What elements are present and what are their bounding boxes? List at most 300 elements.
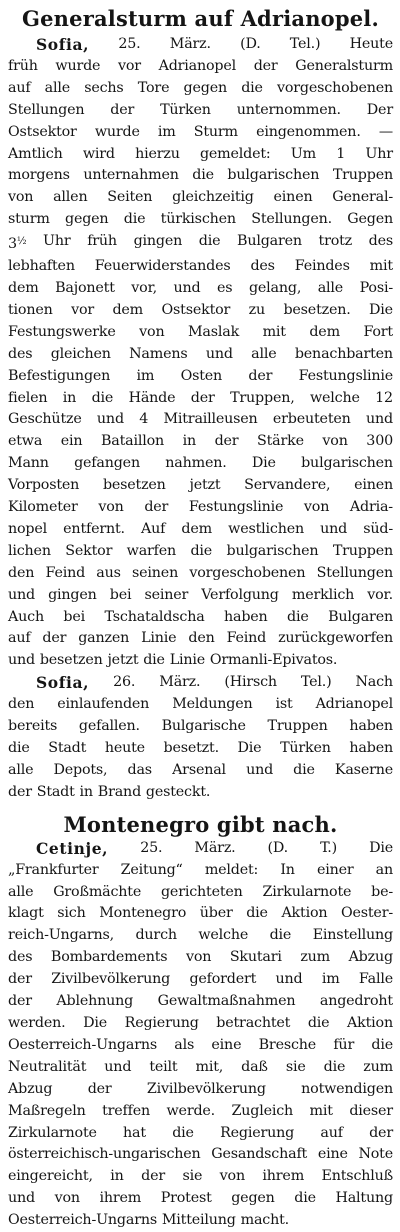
word: Stellungen <box>316 564 393 581</box>
text-line <box>8 144 393 166</box>
word: bulgarischen <box>226 542 319 559</box>
word: unternahmen <box>83 167 179 184</box>
word: die <box>323 1058 346 1075</box>
word: eingenommen. <box>256 123 361 140</box>
word: März. <box>159 674 201 691</box>
word: vor, <box>131 279 157 296</box>
text-line <box>8 1013 393 1035</box>
word: nahmen. <box>165 455 227 472</box>
word: Zivilbevölkerung <box>51 971 171 988</box>
word: im <box>321 971 340 988</box>
word: Truppen <box>332 167 393 184</box>
word: den <box>8 564 35 581</box>
text-line <box>8 738 393 760</box>
word: Uhr <box>365 145 393 162</box>
word: der <box>8 783 32 800</box>
word: aus <box>96 564 121 581</box>
word: gerichteten <box>160 883 243 900</box>
word: Feind <box>226 630 267 647</box>
text-line <box>8 1188 393 1210</box>
text-line <box>8 925 393 947</box>
word: der <box>141 1168 165 1185</box>
word: sie <box>182 1168 203 1185</box>
text-line <box>8 34 393 56</box>
paragraph-sofia-25 <box>8 34 393 672</box>
text-line <box>8 388 393 410</box>
word: sie <box>285 1058 306 1075</box>
word: hat <box>123 1124 146 1141</box>
word: eine <box>317 1146 348 1163</box>
word: Bataillon <box>100 433 165 450</box>
word: haben <box>224 608 268 625</box>
word: allen <box>53 189 88 206</box>
word: vorgeschobenen <box>277 79 393 96</box>
word: und <box>173 279 201 296</box>
word: alle <box>317 279 344 296</box>
word: an <box>375 861 393 878</box>
word: (D. <box>240 36 261 52</box>
word: Note <box>358 1146 393 1163</box>
word: türkischen <box>160 211 236 228</box>
word: des <box>250 258 275 275</box>
word: Einstellung <box>312 927 393 944</box>
word: (Hirsch <box>224 674 277 691</box>
word: betrachtet <box>216 1014 291 1031</box>
text-line <box>8 1144 393 1166</box>
word: einer <box>316 861 354 878</box>
word: zum <box>363 1058 393 1075</box>
word: Osten <box>180 367 223 384</box>
text-line <box>8 860 393 882</box>
word: Falle <box>358 971 393 988</box>
text-line <box>8 519 393 541</box>
word: westlichen <box>228 520 304 537</box>
word: Maslak <box>187 323 240 340</box>
word: Sektor <box>65 542 113 559</box>
word: österreichisch-ungarischen <box>8 1146 201 1163</box>
text-line <box>8 187 393 209</box>
word: auf <box>320 1124 343 1141</box>
word: Bresche <box>258 1036 317 1053</box>
word: gemeldet: <box>199 145 271 162</box>
word: in <box>62 389 77 406</box>
word: teilt <box>149 1058 178 1075</box>
word: zurückgeworfen <box>278 630 393 647</box>
word: und <box>8 586 35 603</box>
text-line <box>8 1123 393 1145</box>
word: Abzug <box>348 949 393 966</box>
word: 26. <box>113 674 136 691</box>
word: März. <box>169 36 211 52</box>
word: Uhr <box>43 233 71 250</box>
word: Tore <box>137 79 170 96</box>
word: der <box>190 389 215 406</box>
word: März. <box>194 839 236 856</box>
word: in <box>182 433 196 450</box>
word: des <box>8 949 33 966</box>
word: die <box>246 905 268 922</box>
word: der <box>369 1124 393 1141</box>
word: (D. <box>267 839 289 856</box>
word: Sofia, <box>36 673 90 693</box>
word: angedroht <box>319 993 393 1010</box>
word: Skutari <box>229 949 282 966</box>
word: Ostsektor <box>8 123 77 140</box>
word: Oesterreich-Ungarns <box>8 1212 157 1229</box>
word: Montenegro <box>99 905 187 922</box>
word: den <box>188 630 215 647</box>
word: Zivilbevölkerung <box>146 1080 266 1097</box>
word: reich-Ungarns, <box>8 927 114 944</box>
text-line <box>8 628 393 650</box>
word: mit, <box>195 1058 224 1075</box>
word: im <box>157 123 176 140</box>
word: Nach <box>355 674 393 691</box>
text-line <box>8 409 393 431</box>
word: für <box>333 1036 355 1053</box>
word: vor <box>118 57 141 74</box>
text-line <box>8 278 393 300</box>
word: die <box>241 79 263 96</box>
word: dieser <box>349 1102 393 1119</box>
word: Truppen <box>332 542 393 559</box>
word: Truppen, <box>230 389 295 406</box>
article-adrianopel <box>8 4 393 804</box>
word: seinen <box>132 564 179 581</box>
word: Brand <box>97 783 142 800</box>
text-line <box>8 366 393 388</box>
word: treffen <box>102 1102 151 1119</box>
word: der <box>144 499 169 516</box>
word: vor <box>71 301 94 318</box>
word: Adrianopel <box>158 57 237 74</box>
word: wurde <box>94 123 140 140</box>
word: Festungswerke <box>8 323 116 340</box>
word: besetzen <box>102 477 166 494</box>
word: die <box>294 1190 316 1207</box>
word: und <box>246 761 274 778</box>
word: benachbarten <box>294 345 393 362</box>
text-line <box>8 947 393 969</box>
word: Amtlich <box>8 145 63 162</box>
word: von <box>219 1168 245 1185</box>
word: 300 <box>366 433 393 450</box>
word: Truppen <box>267 718 328 735</box>
word: Auf <box>141 520 166 537</box>
word: daß <box>241 1058 268 1075</box>
headline: Generalsturm auf Adrianopel. <box>21 6 379 31</box>
word: haben <box>349 718 393 735</box>
text-line <box>8 903 393 925</box>
word: Entschluß <box>321 1168 393 1185</box>
word: Der <box>366 101 393 118</box>
word: ist <box>275 696 293 713</box>
text-line <box>8 344 393 366</box>
word: mit <box>262 323 286 340</box>
word: eingereicht, <box>8 1168 93 1185</box>
word: Gewaltmaßnahmen <box>157 993 296 1010</box>
text-line <box>8 497 393 519</box>
word: der <box>110 101 135 118</box>
text-line <box>8 969 393 991</box>
word: der <box>253 57 278 74</box>
word: erbeuteten <box>272 411 351 428</box>
word: süd- <box>363 520 393 537</box>
word: alle <box>8 761 34 778</box>
text-line <box>8 991 393 1013</box>
text-line <box>8 782 393 804</box>
word: Um <box>290 145 317 162</box>
word: Gegen <box>347 211 393 228</box>
word: der <box>8 971 32 988</box>
word: Tschataldscha <box>104 608 205 625</box>
text-line <box>8 650 393 672</box>
word: mit <box>369 258 393 275</box>
word: gingen <box>133 233 183 250</box>
word: Stärke <box>257 433 304 450</box>
word: vor. <box>367 586 393 603</box>
word: auf <box>8 79 31 96</box>
word: nopel <box>8 520 48 537</box>
word: 4 <box>139 411 149 428</box>
word: dem <box>181 520 212 537</box>
word: klagt <box>8 905 44 922</box>
word: dem <box>8 279 39 296</box>
word: Feind <box>45 564 86 581</box>
word: hierzu <box>135 145 180 162</box>
word: Regierung <box>220 1124 295 1141</box>
word: Maßregeln <box>8 1102 86 1119</box>
text-line <box>8 882 393 904</box>
word: gegen <box>65 211 109 228</box>
word: 1 <box>336 145 346 162</box>
word: des <box>368 233 393 250</box>
word: Meldungen <box>172 696 253 713</box>
word: Bulgaren <box>237 233 302 250</box>
word: früh <box>8 57 38 74</box>
word: und <box>365 411 393 428</box>
text-line <box>8 453 393 475</box>
text-line <box>8 256 393 278</box>
word: gegen <box>183 79 227 96</box>
word: die <box>190 542 213 559</box>
word: tionen <box>8 301 53 318</box>
word: die <box>91 389 114 406</box>
word: Auch <box>8 608 44 625</box>
word: ihrem <box>99 1190 142 1207</box>
word: notwendigen <box>301 1080 393 1097</box>
word: 12 <box>375 389 393 406</box>
word: Depots, <box>53 761 108 778</box>
text-line <box>8 760 393 782</box>
word: Bajonett <box>55 279 115 296</box>
word: Oesterreich-Ungarns <box>8 1036 157 1053</box>
word: Linie <box>141 630 177 647</box>
word: Posi- <box>359 279 393 296</box>
word: Befestigungen <box>8 367 111 384</box>
word: den <box>8 696 35 713</box>
word: von <box>303 499 330 516</box>
word: Sofia, <box>36 35 90 54</box>
word: Die <box>369 301 393 318</box>
word: Heute <box>349 36 393 52</box>
word: morgens <box>8 167 70 184</box>
text-line <box>8 231 393 256</box>
word: des <box>8 345 33 362</box>
word: — <box>378 123 393 140</box>
text-line <box>8 1210 393 1232</box>
word: $3^{\frac{1}{2}}$ <box>8 236 27 253</box>
word: Aktion <box>347 1014 393 1031</box>
word: die <box>269 927 292 944</box>
word: gingen <box>48 586 97 603</box>
word: bulgarischen <box>227 167 320 184</box>
text-line <box>8 1101 393 1123</box>
text-line <box>8 165 393 187</box>
word: Festungslinie <box>188 499 284 516</box>
word: mit <box>309 1102 333 1119</box>
word: Stadt <box>36 783 75 800</box>
word: Mann <box>8 455 49 472</box>
word: und <box>96 411 124 428</box>
text-line <box>8 1057 393 1079</box>
word: der <box>8 993 32 1010</box>
word: welche <box>198 927 249 944</box>
word: bei <box>63 608 86 625</box>
word: Sturm <box>193 123 238 140</box>
word: alle <box>251 345 277 362</box>
word: zum <box>300 949 331 966</box>
word: Fort <box>363 323 393 340</box>
word: einen <box>273 189 313 206</box>
word: sturm <box>8 211 50 228</box>
word: warfen <box>126 542 177 559</box>
word: wurde <box>55 57 101 74</box>
word: Zeitung“ <box>120 861 183 878</box>
text-line <box>8 122 393 144</box>
word: Gesandschaft <box>211 1146 308 1163</box>
word: „Frankfurter <box>8 861 99 878</box>
word: Protest <box>160 1190 212 1207</box>
word: von <box>185 949 212 966</box>
word: gelang, <box>248 279 302 296</box>
word: in <box>79 783 93 800</box>
word: Stadt <box>48 740 87 756</box>
word: Verfolgung <box>201 586 279 603</box>
word: wird <box>82 145 115 162</box>
newspaper-page <box>0 4 400 1229</box>
word: Adrianopel <box>315 696 393 713</box>
word: ein <box>60 433 83 450</box>
word: Bombardements <box>50 949 168 966</box>
word: gesteckt. <box>145 783 211 800</box>
word: die <box>123 211 146 228</box>
word: Die <box>83 1014 108 1031</box>
word: gleichzeitig <box>172 189 254 206</box>
word: Cetinje, <box>36 838 109 858</box>
word: sechs <box>84 79 124 96</box>
word: und <box>104 1058 132 1075</box>
paragraph-cetinje-25 <box>8 838 393 1232</box>
word: und <box>8 1190 35 1207</box>
word: gegen <box>231 1190 275 1207</box>
word: Türken <box>160 101 211 118</box>
word: Bulgarische <box>161 718 246 735</box>
word: meldet: <box>204 861 259 878</box>
word: der <box>42 630 67 647</box>
text-line <box>8 1166 393 1188</box>
word: besetzt. <box>163 740 219 756</box>
word: Aktion <box>281 905 328 922</box>
text-line <box>8 694 393 716</box>
word: entfernt. <box>63 520 125 537</box>
word: im <box>136 367 155 384</box>
word: von <box>54 1190 80 1207</box>
word: Adria- <box>349 499 393 516</box>
text-line <box>8 209 393 231</box>
word: Festungslinie <box>298 367 393 384</box>
word: Stellungen <box>8 101 85 118</box>
word: Ostsektor <box>161 301 231 318</box>
word: und <box>8 652 35 669</box>
word: Oester- <box>340 905 393 922</box>
word: Großmächte <box>53 883 142 900</box>
word: die <box>172 1124 194 1141</box>
word: lichen <box>8 542 51 559</box>
word: Die <box>251 455 276 472</box>
word: früh <box>87 233 117 250</box>
text-line <box>8 56 393 78</box>
word: etwa <box>8 433 43 450</box>
word: Bulgaren <box>328 608 393 625</box>
word: Zugleich <box>231 1102 294 1119</box>
text-line <box>8 716 393 738</box>
word: General- <box>332 189 393 206</box>
word: Zirkularnote <box>8 1124 97 1141</box>
word: besetzen <box>39 652 103 669</box>
word: die <box>371 1036 393 1053</box>
word: und <box>320 520 348 537</box>
word: Türken <box>280 740 331 756</box>
word: Namens <box>129 345 188 362</box>
word: ihrem <box>262 1168 305 1185</box>
word: einlaufenden <box>57 696 150 713</box>
word: der <box>248 367 273 384</box>
word: merklich <box>291 586 355 603</box>
word: über <box>199 905 233 922</box>
word: in <box>110 1168 124 1185</box>
paragraph-sofia-26 <box>8 672 393 803</box>
word: Mitrailleusen <box>163 411 258 428</box>
headline: Montenegro gibt nach. <box>63 811 338 837</box>
word: sich <box>57 905 86 922</box>
word: In <box>280 861 295 878</box>
word: macht. <box>240 1212 289 1229</box>
word: haben <box>349 740 393 756</box>
word: Kilometer <box>8 499 78 516</box>
word: durch <box>135 927 177 944</box>
text-line <box>8 78 393 100</box>
word: Hände <box>128 389 176 406</box>
word: eine <box>211 1036 242 1053</box>
word: Generalsturm <box>295 57 393 74</box>
word: die <box>293 761 315 778</box>
word: Mitteilung <box>161 1212 236 1229</box>
text-line <box>8 431 393 453</box>
word: die <box>8 740 30 756</box>
word: gefallen. <box>78 718 140 735</box>
text-line <box>8 300 393 322</box>
